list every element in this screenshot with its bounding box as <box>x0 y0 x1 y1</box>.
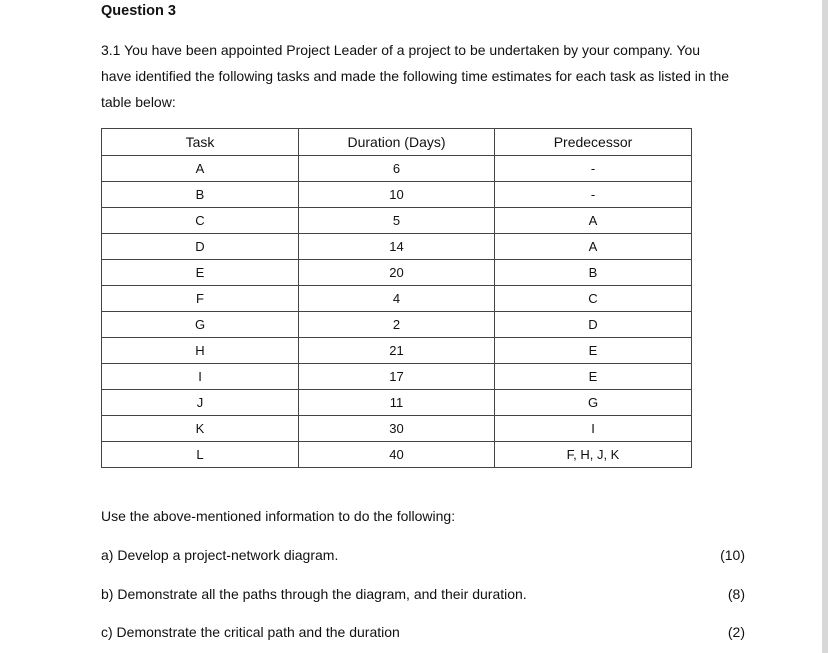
cell-duration: 2 <box>299 312 495 338</box>
cell-task: C <box>102 208 299 234</box>
cell-task: F <box>102 286 299 312</box>
part-b-marks: (8) <box>727 586 745 602</box>
part-a-marks: (10) <box>720 547 745 563</box>
cell-task: E <box>102 260 299 286</box>
cell-task: K <box>102 416 299 442</box>
cell-predecessor: C <box>495 286 692 312</box>
cell-task: A <box>102 156 299 182</box>
part-b-text: b) Demonstrate all the paths through the diagram, and their duration. <box>101 586 527 602</box>
cell-task: J <box>102 390 299 416</box>
table-row <box>102 286 692 312</box>
intro-line-1: 3.1 You have been appointed Project Leader of a project to be undertaken by your company. You <box>101 42 701 58</box>
cell-duration: 30 <box>299 416 495 442</box>
table-row <box>102 234 692 260</box>
header-duration: Duration (Days) <box>299 129 495 156</box>
cell-predecessor: A <box>495 234 692 260</box>
cell-predecessor: I <box>495 416 692 442</box>
instructions: Use the above-mentioned information to do the following: <box>101 508 456 524</box>
cell-predecessor: F, H, J, K <box>495 442 692 468</box>
cell-predecessor: E <box>495 364 692 390</box>
part-a-text: a) Develop a project-network diagram. <box>101 547 339 563</box>
cell-duration: 10 <box>299 182 495 208</box>
page-edge <box>822 0 828 653</box>
table-row <box>102 208 692 234</box>
table-row <box>102 416 692 442</box>
table-header-row <box>102 129 692 156</box>
table-row <box>102 260 692 286</box>
cell-task: G <box>102 312 299 338</box>
cell-duration: 21 <box>299 338 495 364</box>
cell-duration: 17 <box>299 364 495 390</box>
cell-predecessor: - <box>495 182 692 208</box>
header-predecessor: Predecessor <box>495 129 692 156</box>
intro-line-3: table below: <box>101 94 176 110</box>
task-table-body <box>102 156 692 468</box>
table-row <box>102 390 692 416</box>
cell-predecessor: D <box>495 312 692 338</box>
question-heading: Question 3 <box>101 3 176 19</box>
cell-predecessor: B <box>495 260 692 286</box>
cell-duration: 5 <box>299 208 495 234</box>
cell-task: B <box>102 182 299 208</box>
cell-predecessor: E <box>495 338 692 364</box>
cell-predecessor: A <box>495 208 692 234</box>
header-task: Task <box>102 129 299 156</box>
table-row <box>102 312 692 338</box>
cell-duration: 14 <box>299 234 495 260</box>
cell-task: L <box>102 442 299 468</box>
intro-paragraph <box>101 37 766 115</box>
cell-task: H <box>102 338 299 364</box>
cell-duration: 20 <box>299 260 495 286</box>
intro-line-2: have identified the following tasks and made the following time estimates for each task as listed in the <box>101 68 730 84</box>
part-c-text: c) Demonstrate the critical path and the duration <box>101 624 400 640</box>
table-row <box>102 364 692 390</box>
cell-task: I <box>102 364 299 390</box>
table-row <box>102 442 692 468</box>
cell-task: D <box>102 234 299 260</box>
cell-duration: 4 <box>299 286 495 312</box>
table-row <box>102 156 692 182</box>
table-row <box>102 338 692 364</box>
cell-duration: 11 <box>299 390 495 416</box>
cell-predecessor: - <box>495 156 692 182</box>
cell-duration: 6 <box>299 156 495 182</box>
table-row <box>102 182 692 208</box>
cell-predecessor: G <box>495 390 692 416</box>
part-c-marks: (2) <box>727 624 745 640</box>
cell-duration: 40 <box>299 442 495 468</box>
task-table <box>101 128 692 468</box>
